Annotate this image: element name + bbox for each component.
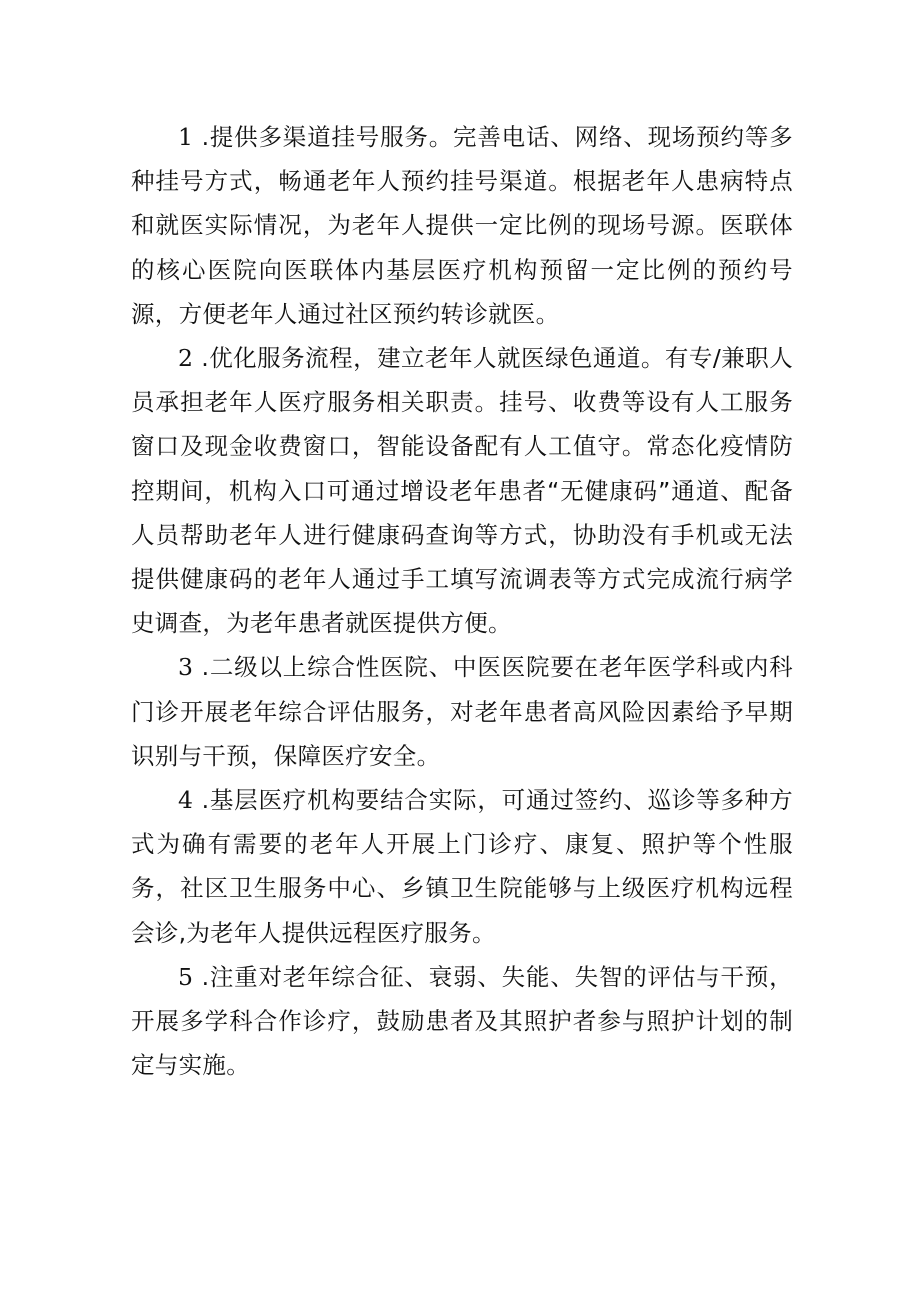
document-body [131,115,793,1087]
paragraph-number: 3 [178,653,194,682]
paragraph-text: .提供多渠道挂号服务。完善电话、网络、现场预约等多种挂号方式，畅通老年人预约挂号渠道。根据老年人患病特点和就医实际情况，为老年人提供一定比例的现场号源。医联体的核心医院向医联体内基层医疗机构预留一定比例的预约号源，方便老年人通过社区预约转诊就医。 [131,123,793,328]
paragraph-text: .基层医疗机构要结合实际，可通过签约、巡诊等多种方式为确有需要的老年人开展上门诊疗、康复、照护等个性服务，社区卫生服务中心、乡镇卫生院能够与上级医疗机构远程会诊,为老年人提供远程医疗服务。 [131,786,793,947]
paragraph-2 [131,336,793,645]
paragraph-number: 1 [178,123,194,151]
paragraph-text: .注重对老年综合征、衰弱、失能、失智的评估与干预，开展多学科合作诊疗，鼓励患者及其照护者参与照护计划的制定与实施。 [131,962,793,1080]
paragraph-4 [131,778,793,955]
paragraph-text: .优化服务流程，建立老年人就医绿色通道。有专/兼职人员承担老年人医疗服务相关职责。挂号、收费等设有人工服务窗口及现金收费窗口，智能设备配有人工值守。常态化疫情防控期间，机构入口可通过增设老年患者“无健康码”通道、配备人员帮助老年人进行健康码查询等方式，协助没有手机或无法提供健康码的老年人通过手工填写流调表等方式完成流行病学史调查，为老年患者就医提供方便。 [131,344,794,638]
paragraph-3 [131,645,793,778]
paragraph-text: .二级以上综合性医院、中医医院要在老年医学科或内科门诊开展老年综合评估服务，对老年患者高风险因素给予早期识别与干预，保障医疗安全。 [131,653,793,770]
paragraph-number: 4 [178,786,194,815]
paragraph-5 [131,955,793,1088]
paragraph-number: 2 [178,344,194,373]
paragraph-number: 5 [178,962,194,991]
paragraph-1 [131,115,793,336]
